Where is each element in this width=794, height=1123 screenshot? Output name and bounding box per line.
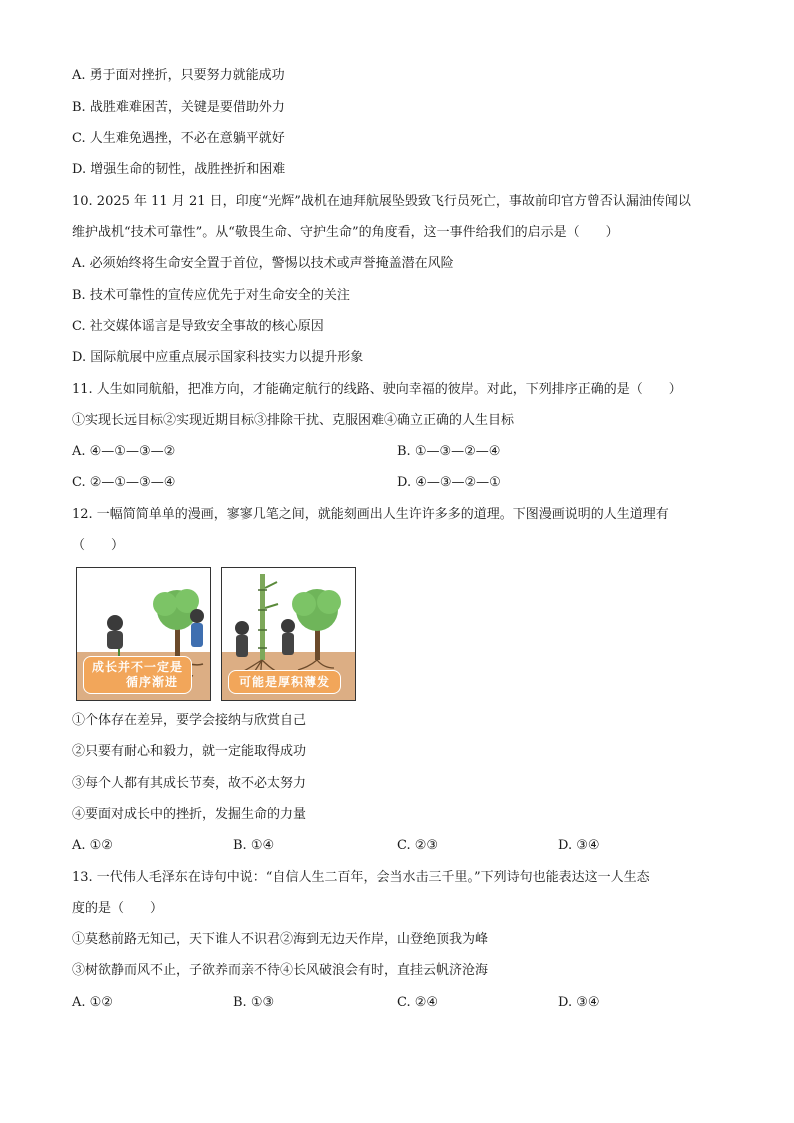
q10-stem-line1: 10. 2025 年 11 月 21 日，印度“光辉”战机在迪拜航展坠毁致飞行员死亡，事故前印官方曾否认漏油传闻以 <box>72 194 691 209</box>
q11-option-d: D. ④—③—②—① <box>397 475 501 490</box>
q12-item-2: ②只要有耐心和毅力，就一定能取得成功 <box>72 744 307 759</box>
q9-option-c: C. 人生难免遇挫，不必在意躺平就好 <box>72 131 285 146</box>
q10-option-a: A. 必须始终将生命安全置于首位，警惕以技术或声誉掩盖潜在风险 <box>72 256 454 271</box>
q13-stem-line2: 度的是（ ） <box>72 901 164 916</box>
q13-option-b: B. ①③ <box>233 995 275 1010</box>
q11-option-c: C. ②—①—③—④ <box>72 475 176 490</box>
q13-items-line2: ③树欲静而风不止，子欲养而亲不待④长风破浪会有时，直挂云帆济沧海 <box>72 963 489 978</box>
q10-stem-line2: 维护战机“技术可靠性”。从“敬畏生命、守护生命”的角度看，这一事件给我们的启示是（ ） <box>72 225 619 240</box>
comic-panel-right <box>221 567 356 701</box>
q10-option-c: C. 社交媒体谣言是导致安全事故的核心原因 <box>72 319 324 334</box>
q10-option-b: B. 技术可靠性的宣传应优先于对生命安全的关注 <box>72 288 350 303</box>
q11-items: ①实现长远目标②实现近期目标③排除干扰、克服困难④确立正确的人生目标 <box>72 413 515 428</box>
q12-option-d: D. ③④ <box>558 838 600 853</box>
q12-stem-line1: 12. 一幅简简单单的漫画，寥寥几笔之间，就能刻画出人生许许多多的道理。下图漫画说明的人生道理有 <box>72 507 669 522</box>
q11-option-a: A. ④—①—③—② <box>72 444 176 459</box>
q12-option-b: B. ①④ <box>233 838 275 853</box>
q12-item-3: ③每个人都有其成长节奏，故不必太努力 <box>72 776 307 791</box>
q9-option-a: A. 勇于面对挫折，只要努力就能成功 <box>72 68 285 83</box>
q11-stem: 11. 人生如同航船，把准方向，才能确定航行的线路、驶向幸福的彼岸。对此，下列排序正确的是（ ） <box>72 382 682 397</box>
q12-item-1: ①个体存在差异，要学会接纳与欣赏自己 <box>72 713 307 728</box>
comic-left-caption <box>83 656 192 694</box>
comic-left-caption-line1: 成长并不一定是 <box>92 660 184 674</box>
comic-right-caption: 可能是厚积薄发 <box>228 670 341 694</box>
q13-option-c: C. ②④ <box>397 995 439 1010</box>
q12-option-c: C. ②③ <box>397 838 439 853</box>
q9-option-b: B. 战胜难难困苦，关键是要借助外力 <box>72 100 285 115</box>
q10-option-d: D. 国际航展中应重点展示国家科技实力以提升形象 <box>72 350 364 365</box>
comic-panel-left <box>76 567 211 701</box>
q13-option-a: A. ①② <box>72 995 113 1010</box>
q13-items-line1: ①莫愁前路无知己，天下谁人不识君②海到无边天作岸，山登绝顶我为峰 <box>72 932 489 947</box>
comic-left-caption-line2: 循序渐进 <box>126 675 179 689</box>
q11-option-b: B. ①—③—②—④ <box>397 444 501 459</box>
q9-option-d: D. 增强生命的韧性，战胜挫折和困难 <box>72 162 286 177</box>
q12-item-4: ④要面对成长中的挫折，发掘生命的力量 <box>72 807 307 822</box>
q13-stem-line1: 13. 一代伟人毛泽东在诗句中说：“自信人生二百年，会当水击三千里。”下列诗句也能表达这一人生态 <box>72 870 650 885</box>
q13-option-d: D. ③④ <box>558 995 600 1010</box>
q12-stem-line2: （ ） <box>72 538 125 553</box>
q12-option-a: A. ①② <box>72 838 113 853</box>
